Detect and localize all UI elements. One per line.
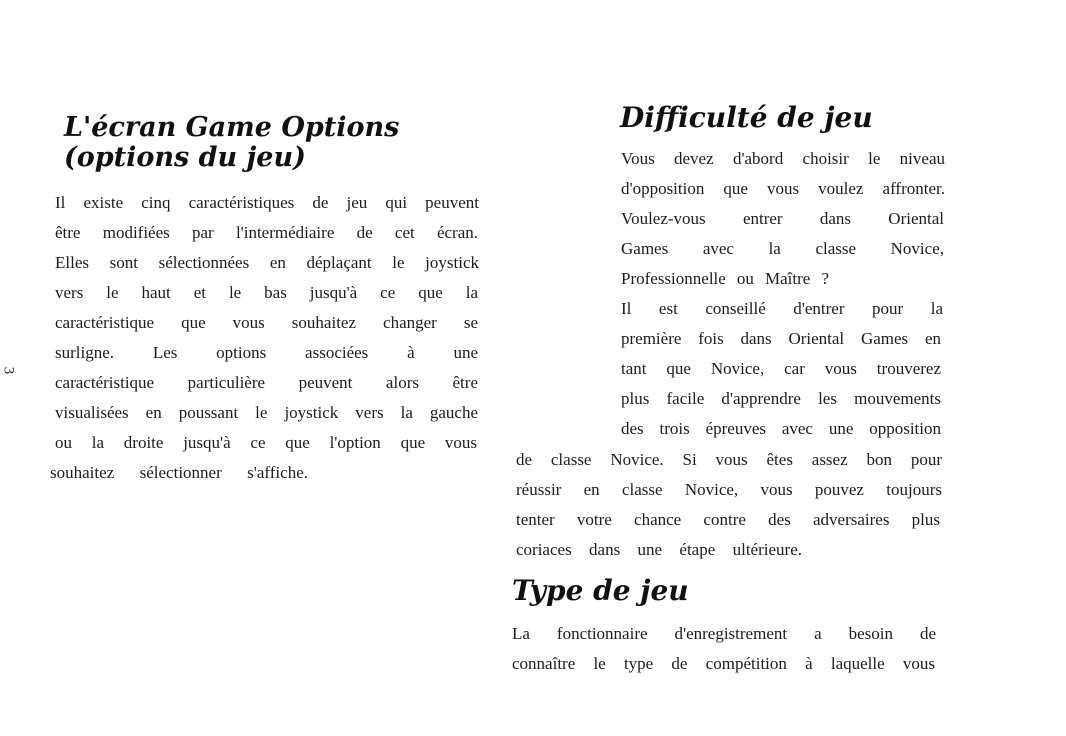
- text-line: Voulez-vous entrer dans Oriental: [621, 209, 944, 228]
- section-title-game-options-subtitle: (options du jeu): [64, 142, 306, 173]
- text-line: être modifiées par l'intermédiaire de cet écran.: [55, 223, 478, 242]
- text-line: tenter votre chance contre des adversaires plus: [516, 510, 940, 529]
- text-line: première fois dans Oriental Games en: [621, 329, 941, 348]
- section-title-game-options: L'écran Game Options: [64, 112, 400, 143]
- text-line: caractéristique particulière peuvent alors être: [55, 373, 478, 392]
- text-line: La fonctionnaire d'enregistrement a besoin de: [512, 624, 936, 643]
- page-number: 3: [0, 366, 17, 375]
- text-line: vers le haut et le bas jusqu'à ce que la: [55, 283, 478, 302]
- section-title-difficulte: Difficulté de jeu: [620, 101, 873, 134]
- text-line: Il existe cinq caractéristiques de jeu qui peuvent: [55, 193, 479, 212]
- text-line: réussir en classe Novice, vous pouvez toujours: [516, 480, 942, 499]
- text-line: Professionnelle ou Maître ?: [621, 269, 829, 288]
- text-line: tant que Novice, car vous trouverez: [621, 359, 941, 378]
- text-line: de classe Novice. Si vous êtes assez bon pour: [516, 450, 942, 469]
- text-line: visualisées en poussant le joystick vers la gauche: [55, 403, 478, 422]
- text-line: des trois épreuves avec une opposition: [621, 419, 941, 438]
- text-line: plus facile d'apprendre les mouvements: [621, 389, 941, 408]
- text-line: Vous devez d'abord choisir le niveau: [621, 149, 945, 168]
- text-line: Elles sont sélectionnées en déplaçant le joystick: [55, 253, 479, 272]
- text-line: Games avec la classe Novice,: [621, 239, 944, 258]
- text-line: Il est conseillé d'entrer pour la: [621, 299, 943, 318]
- text-line: souhaitez sélectionner s'affiche.: [50, 463, 308, 482]
- text-line: connaître le type de compétition à laquelle vous: [512, 654, 935, 673]
- text-line: caractéristique que vous souhaitez changer se: [55, 313, 478, 332]
- text-line: coriaces dans une étape ultérieure.: [516, 540, 802, 559]
- text-line: surligne. Les options associées à une: [55, 343, 478, 362]
- text-line: ou la droite jusqu'à ce que l'option que vous: [55, 433, 477, 452]
- section-title-type-de-jeu: Type de jeu: [512, 574, 689, 607]
- text-line: d'opposition que vous voulez affronter.: [621, 179, 945, 198]
